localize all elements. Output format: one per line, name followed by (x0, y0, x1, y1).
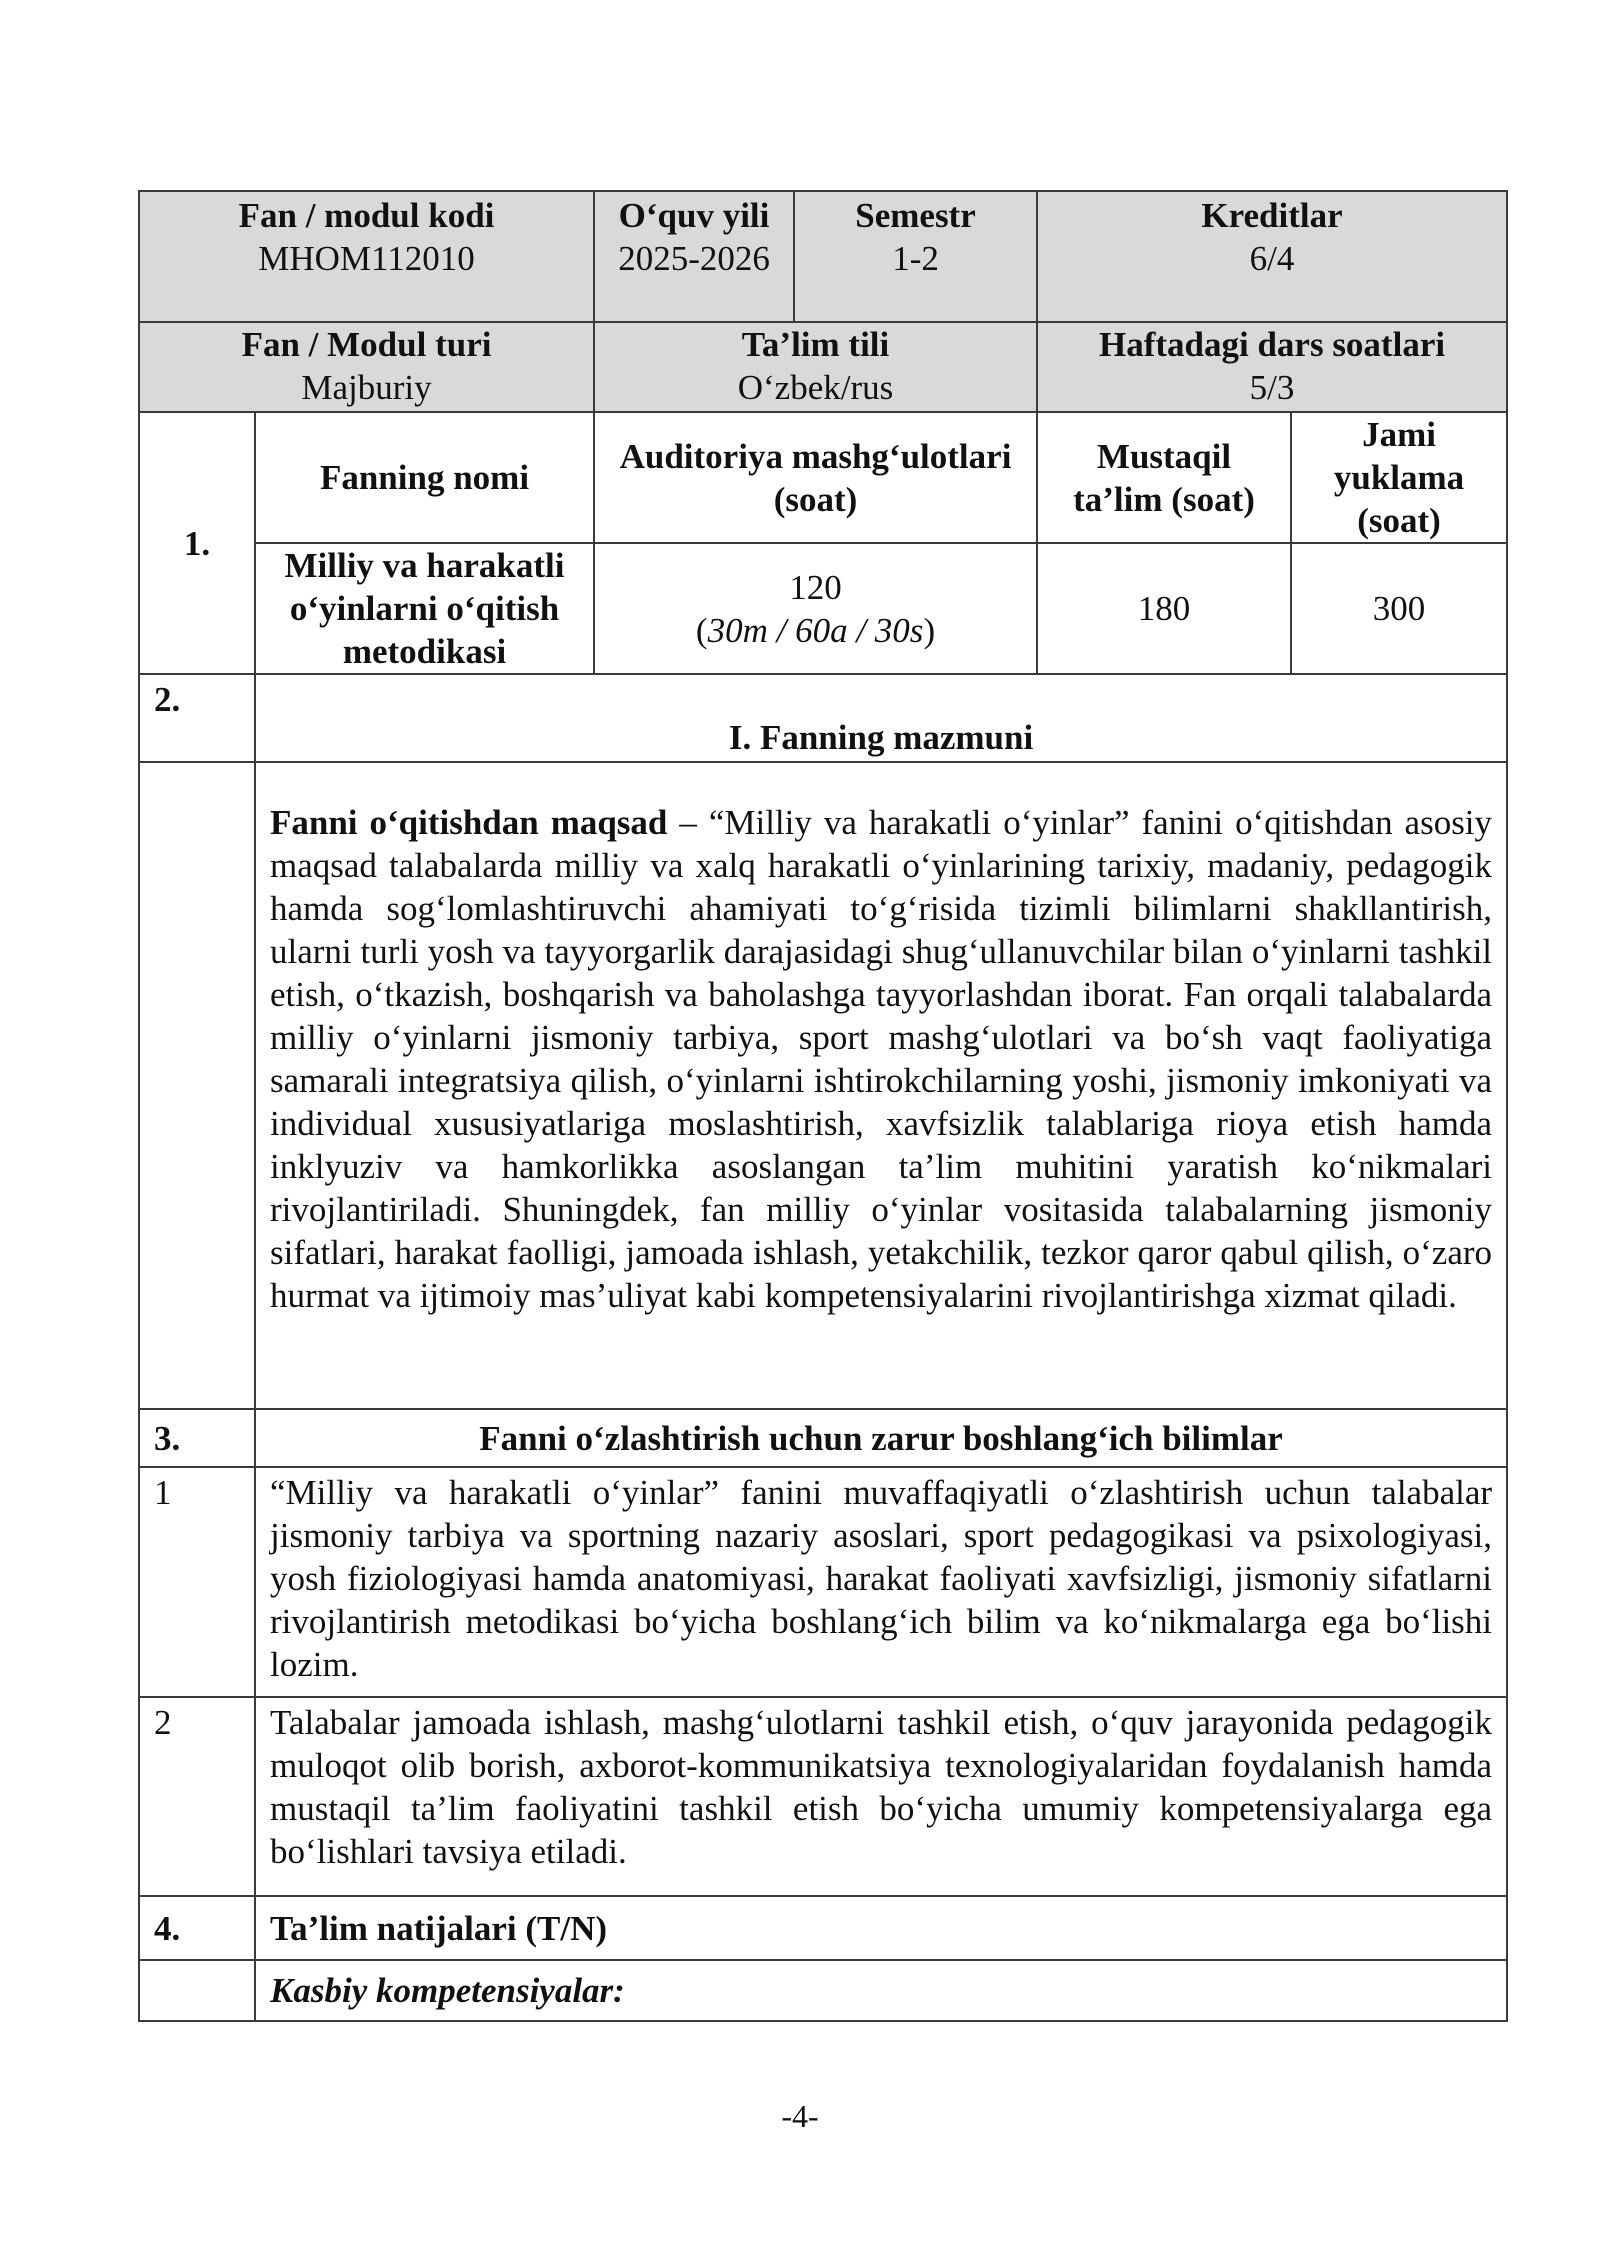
auditorium-hours-cell: 120 (30m / 60a / 30s) (594, 543, 1037, 674)
auditorium-hours-value: 120 (789, 567, 842, 607)
module-code-cell (139, 191, 594, 322)
weekly-hours-value: 5/3 (1249, 368, 1295, 407)
credits-cell (1037, 191, 1507, 322)
credits-label: Kreditlar (1201, 196, 1343, 235)
course-goal-paragraph (255, 762, 1507, 1409)
total-load-value: 300 (1291, 543, 1507, 674)
page-number: -4- (781, 2098, 819, 2134)
subject-name-value: Milliy va harakatli o‘yinlarni o‘qitish metodikasi (255, 543, 594, 674)
section-2-empty-cell (139, 762, 255, 1409)
prerequisite-number-2: 2 (139, 1697, 255, 1896)
section-1-header-row (139, 412, 1507, 543)
section-1-values-row (139, 543, 1507, 674)
auditorium-hours-header: Auditoriya mashg‘ulotlari (soat) (594, 412, 1037, 543)
header-row-type (139, 322, 1507, 412)
self-study-value: 180 (1037, 543, 1291, 674)
language-label: Ta’lim tili (741, 325, 890, 364)
language-cell (594, 322, 1037, 412)
prerequisite-row-2 (139, 1697, 1507, 1896)
weekly-hours-cell (1037, 322, 1507, 412)
semester-label: Semestr (855, 196, 976, 235)
section-4-empty-cell (139, 1960, 255, 2021)
credits-value: 6/4 (1249, 239, 1295, 278)
module-type-label: Fan / Modul turi (241, 325, 492, 364)
header-row-codes (139, 191, 1507, 322)
subject-name-header: Fanning nomi (255, 412, 594, 543)
academic-year-cell (594, 191, 794, 322)
section-4-number: 4. (139, 1896, 255, 1960)
module-type-cell (139, 322, 594, 412)
weekly-hours-label: Haftadagi dars soatlari (1098, 325, 1446, 364)
section-4-title: Ta’lim natijalari (T/N) (255, 1896, 1507, 1960)
course-syllabus-table (138, 190, 1508, 2022)
section-3-title-row (139, 1409, 1507, 1467)
prerequisite-number-1: 1 (139, 1467, 255, 1697)
module-code-label: Fan / modul kodi (238, 196, 495, 235)
self-study-header: Mustaqil ta’lim (soat) (1037, 412, 1291, 543)
section-4-title-row (139, 1896, 1507, 1960)
section-2-title: I. Fanning mazmuni (255, 674, 1507, 762)
module-type-value: Majburiy (301, 368, 432, 407)
academic-year-value: 2025-2026 (618, 239, 770, 278)
course-goal-lead: Fanni o‘qitishdan maqsad (270, 803, 668, 842)
semester-cell (794, 191, 1037, 322)
section-2-number: 2. (139, 674, 255, 762)
prerequisite-text-1: “Milliy va harakatli o‘yinlar” fanini muvaffaqiyatli o‘zlashtirish uchun talabalar jismoniy tarbiya va sportning nazariy asoslari, sport pedagogikasi va psixologiyasi, yosh fiziologiyasi hamda anatomiyasi, harakat faoliyati xavfsizligi, jismoniy sifatlarni rivojlantirish metodikasi bo‘yicha boshlang‘ich bilim va ko‘nikmalarga ega bo‘lishi lozim. (255, 1467, 1507, 1697)
total-load-header: Jami yuklama (soat) (1291, 412, 1507, 543)
module-code-value: MHOM112010 (258, 239, 475, 278)
section-1-number: 1. (139, 412, 255, 674)
course-goal-text: – “Milliy va harakatli o‘yinlar” fanini o‘qitishdan asosiy maqsad talabalarda milliy va xalq harakatli o‘yinlarining tarixiy, madaniy, pedagogik hamda sog‘lomlashtiruvchi ahamiyati to‘g‘risida tizimli bilimlarni shakllantirish, ularni turli yosh va tayyorgarlik darajasidagi shug‘ullanuvchilar bilan o‘yinlarni tashkil etish, o‘tkazish, boshqarish va baholashga tayyorlashdan iborat. Fan orqali talabalarda milliy o‘yinlarni jismoniy tarbiya, sport mashg‘ulotlari va bo‘sh vaqt faoliyatiga samarali integratsiya qilish, o‘yinlarni ishtirokchilarning yoshi, jismoniy imkoniyati va individual xususiyatlariga moslashtirish, xavfsizlik talablariga rioya etish hamda inklyuziv va hamkorlikka asoslangan ta’lim muhitini yaratish ko‘nikmalari rivojlantiriladi. Shuningdek, fan milliy o‘yinlar vositasida talabalarning jismoniy sifatlari, harakat faolligi, jamoada ishlash, yetakchilik, tezkor qaror qabul qilish, o‘zaro hurmat va ijtimoiy mas’uliyat kabi kompetensiyalarini rivojlantirishga xizmat qiladi. (270, 803, 1493, 1315)
section-2-title-row (139, 674, 1507, 762)
semester-value: 1-2 (892, 239, 939, 278)
prerequisite-row-1 (139, 1467, 1507, 1697)
section-3-title: Fanni o‘zlashtirish uchun zarur boshlang‘ich bilimlar (255, 1409, 1507, 1467)
prerequisite-text-2: Talabalar jamoada ishlash, mashg‘ulotlarni tashkil etish, o‘quv jarayonida pedagogik muloqot olib borish, axborot-kommunikatsiya texnologiyalaridan foydalanish hamda mustaqil ta’lim faoliyatini tashkil etish bo‘yicha umumiy kompetensiyalarga ega bo‘lishlari tavsiya etiladi. (255, 1697, 1507, 1896)
academic-year-label: O‘quv yili (618, 196, 770, 235)
auditorium-hours-breakdown: 30m / 60a / 30s (707, 610, 924, 650)
section-3-number: 3. (139, 1409, 255, 1467)
professional-competencies-heading: Kasbiy kompetensiyalar: (255, 1960, 1507, 2021)
section-4-subtitle-row (139, 1960, 1507, 2021)
language-value: O‘zbek/rus (737, 368, 894, 407)
section-2-content-row (139, 762, 1507, 1409)
